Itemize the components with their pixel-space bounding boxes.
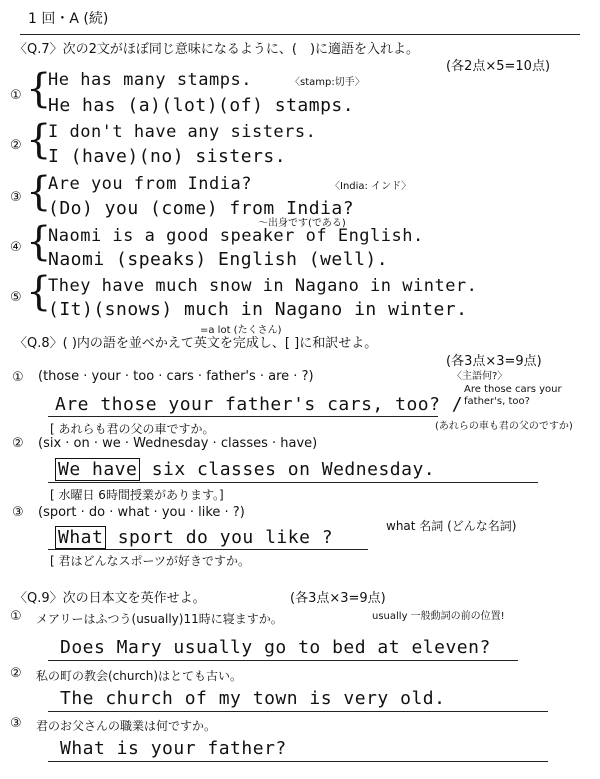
page-header: 1 回・A (続) <box>28 11 109 27</box>
q8-item-2-answer <box>55 459 435 480</box>
q8-item-3-words: (sport · do · what · you · like · ?) <box>38 505 245 520</box>
q9-instruction: 〈Q.9〉次の日本文を英作せよ。 <box>14 591 206 606</box>
q8-item-1-side-note: (あれらの車も君の父のですか) <box>435 421 573 432</box>
q8-item-3-number: ③ <box>12 505 24 520</box>
q7-item-4-note: ～出身です(である) <box>258 218 346 229</box>
q8-item-3-answer <box>55 527 333 548</box>
q7-item-5-note: =a lot (たくさん) <box>200 325 282 336</box>
q7-item-2-number: ② <box>10 138 22 153</box>
q8-item-2-translation: [ 水曜日 6時間授業があります。] <box>50 488 224 502</box>
q9-item-1-number: ① <box>10 609 22 624</box>
q8-points: (各3点×3=9点) <box>446 354 542 369</box>
q7-item-1-note: 〈stamp:切手〉 <box>290 77 365 88</box>
q7-item-1-sentence-a: He has many stamps. <box>48 70 252 90</box>
q8-item-3-answer-line <box>48 549 368 550</box>
q7-item-5-number: ⑤ <box>10 290 22 305</box>
q7-instruction: 〈Q.7〉次の2文がほぼ同じ意味になるように、( )に適語を入れよ。 <box>14 42 420 57</box>
q7-item-2-sentence-b: I (have)(no) sisters. <box>48 146 287 167</box>
q9-item-2-number: ② <box>10 666 22 681</box>
q7-item-4-brace: { <box>26 219 52 265</box>
q7-item-5-sentence-a: They have much snow in Nagano in winter. <box>48 276 478 296</box>
q8-item-3-answer-box: What <box>55 526 106 549</box>
q8-item-1-translation: [ あれらも君の父の車ですか。 <box>50 422 215 436</box>
q7-item-4-number: ④ <box>10 240 22 255</box>
q9-item-1-answer-line <box>48 660 518 661</box>
q7-item-3-sentence-a: Are you from India? <box>48 174 252 194</box>
q7-item-3-number: ③ <box>10 190 22 205</box>
q8-instruction: 〈Q.8〉( )内の語を並べかえて英文を完成し、[ ]に和訳せよ。 <box>14 336 378 351</box>
q9-item-1-prompt: メアリーはふつう(usually)11時に寝ますか。 <box>36 612 283 626</box>
q9-item-1-answer: Does Mary usually go to bed at eleven? <box>60 637 491 658</box>
q9-points: (各3点×3=9点) <box>290 591 386 606</box>
q7-item-1-number: ① <box>10 88 22 103</box>
q9-item-3-number: ③ <box>10 716 22 731</box>
q8-item-2-answer-line <box>48 482 538 483</box>
q8-item-3-translation: [ 君はどんなスポーツが好きですか。 <box>50 554 251 568</box>
q7-item-5-sentence-b: (It)(snows) much in Nagano in winter. <box>48 299 468 320</box>
q7-item-1-sentence-b: He has (a)(lot)(of) stamps. <box>48 95 355 116</box>
q7-item-4-sentence-a: Naomi is a good speaker of English. <box>48 226 424 246</box>
q8-item-1-answer: Are those your father's cars, too? / <box>55 394 464 415</box>
q9-item-3-answer-line <box>48 761 548 762</box>
q8-item-3-answer-rest: sport do you like ? <box>117 527 334 548</box>
q8-item-2-answer-rest: six classes on Wednesday. <box>151 459 436 480</box>
q9-item-2-answer-line <box>48 711 548 712</box>
q8-item-2-number: ② <box>12 436 24 451</box>
q7-item-3-brace: { <box>26 169 52 215</box>
q7-item-3-note: 〈India: インド〉 <box>330 181 412 192</box>
q8-item-1-answer-line <box>48 416 438 417</box>
q8-item-1-note-top: 〈主語何?〉 <box>452 371 508 382</box>
q8-item-1-number: ① <box>12 370 24 385</box>
q9-item-2-prompt: 私の町の教会(church)はとても古い。 <box>36 669 243 683</box>
q9-item-3-answer: What is your father? <box>60 738 287 759</box>
q9-item-3-prompt: 君のお父さんの職業は何ですか。 <box>36 719 217 733</box>
q7-item-1-brace: { <box>26 66 52 112</box>
header-divider <box>20 34 580 35</box>
q8-item-2-words: (six · on · we · Wednesday · classes · have) <box>38 436 318 451</box>
q7-item-3-sentence-b: (Do) you (come) from India? <box>48 198 355 219</box>
q8-item-1-alt-answer: Are those cars your father's, too? <box>464 384 562 407</box>
q7-points: (各2点×5=10点) <box>446 59 551 74</box>
q8-item-2-answer-box: We have <box>55 458 140 481</box>
q8-item-1-words: (those · your · too · cars · father's · are · ?) <box>38 369 314 384</box>
q7-item-5-brace: { <box>26 269 52 315</box>
q9-item-1-note: usually 一般動詞の前の位置! <box>372 611 505 622</box>
q7-item-4-sentence-b: Naomi (speaks) English (well). <box>48 249 389 270</box>
q9-item-2-answer: The church of my town is very old. <box>60 688 446 709</box>
q7-item-2-sentence-a: I don't have any sisters. <box>48 122 317 142</box>
q8-item-3-side-note: what 名詞 (どんな名詞) <box>386 519 517 533</box>
q7-item-2-brace: { <box>26 117 52 163</box>
